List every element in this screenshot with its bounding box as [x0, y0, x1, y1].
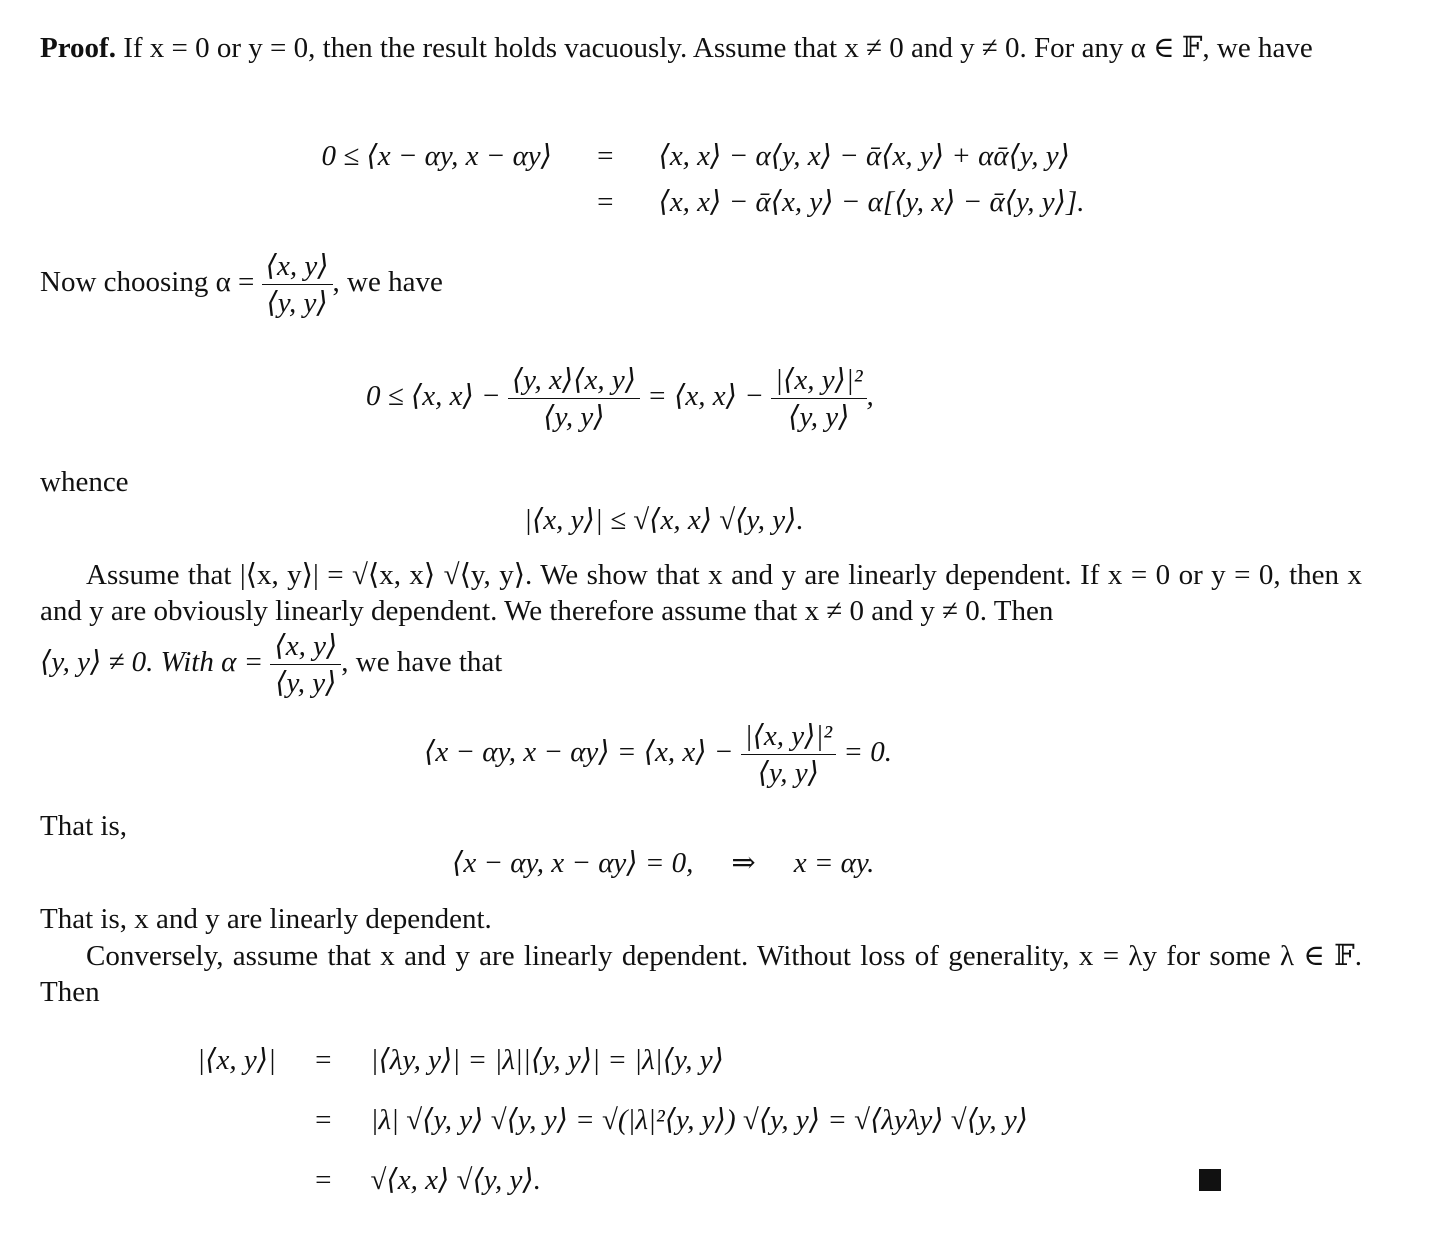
eq6-rhs-2: |λ| √⟨y, y⟩ √⟨y, y⟩ = √(|λ|²⟨y, y⟩) √⟨y, y⟩ = √⟨λyλy⟩ √⟨y, y⟩	[370, 1104, 1028, 1136]
eq4-fraction	[741, 718, 837, 791]
alpha-fraction-2	[270, 628, 341, 701]
eq1-rel-1: =	[597, 140, 614, 172]
eq5-part-a: ⟨x − αy, x − αy⟩ = 0,	[452, 847, 694, 879]
proof-choice-alpha	[40, 248, 443, 321]
implies-arrow: ⇒	[731, 847, 756, 879]
alpha-numerator: ⟨x, y⟩	[265, 250, 329, 282]
eq2-part-c: ,	[866, 380, 874, 413]
eq6-rel-3: =	[315, 1164, 332, 1196]
eq1-rhs-2: ⟨x, x⟩ − ᾱ⟨x, y⟩ − α[⟨y, x⟩ − ᾱ⟨y, y⟩].	[658, 186, 1085, 218]
eq4-part-a: ⟨x − αy, x − αy⟩ = ⟨x, x⟩ −	[424, 736, 741, 769]
eq2-f2-denominator: ⟨y, y⟩	[771, 398, 867, 435]
eq2-part-a: 0 ≤ ⟨x, x⟩ −	[366, 380, 508, 413]
word-whence: whence	[40, 466, 129, 498]
proof-intro-text: If x = 0 or y = 0, then the result holds vacuously. Assume that x ≠ 0 and y ≠ 0. For any α ∈ 𝔽, we have	[115, 32, 1313, 64]
equation-zero	[424, 718, 892, 791]
equation-implication	[452, 845, 874, 881]
with-alpha-pre: ⟨y, y⟩ ≠ 0. With α =	[40, 646, 271, 679]
proof-paragraph-intro	[40, 30, 1362, 66]
equation-inequality	[366, 362, 874, 435]
eq2-part-b: = ⟨x, x⟩ −	[640, 380, 772, 413]
eq2-fraction-1	[508, 362, 640, 435]
equation-converse	[180, 1042, 1028, 1222]
proof-with-alpha	[40, 628, 502, 701]
eq6-rel-1: =	[315, 1044, 332, 1076]
equation-cauchy-schwarz: |⟨x, y⟩| ≤ √⟨x, x⟩ √⟨y, y⟩.	[524, 504, 804, 536]
alpha-denominator: ⟨y, y⟩	[262, 284, 333, 321]
choice-post: , we have	[332, 266, 443, 299]
eq2-fraction-2	[771, 362, 867, 435]
alpha2-denominator: ⟨y, y⟩	[270, 664, 341, 701]
eq6-rhs-1: |⟨λy, y⟩| = |λ||⟨y, y⟩| = |λ|⟨y, y⟩	[370, 1044, 724, 1076]
equation-expansion	[272, 138, 1084, 230]
qed-square	[1199, 1169, 1221, 1191]
eq2-f1-numerator: ⟨y, x⟩⟨x, y⟩	[511, 364, 637, 396]
phrase-that-is: That is,	[40, 810, 127, 842]
proof-paragraph-equality: Assume that |⟨x, y⟩| = √⟨x, x⟩ √⟨y, y⟩. We show that x and y are linearly dependent. If x = 0 or y = 0, then x and y are obviously linearly dependent. We therefore assume that x ≠ 0 and y ≠ 0. Then	[40, 559, 1362, 627]
eq4-denominator: ⟨y, y⟩	[741, 754, 837, 791]
proof-conclusion-dependent: That is, x and y are linearly dependent.	[40, 903, 492, 935]
eq1-rhs-1: ⟨x, x⟩ − α⟨y, x⟩ − ᾱ⟨x, y⟩ + αᾱ⟨y, y⟩	[658, 140, 1070, 172]
alpha-fraction	[262, 248, 333, 321]
eq4-numerator: |⟨x, y⟩|²	[744, 720, 833, 752]
eq6-rhs-3: √⟨x, x⟩ √⟨y, y⟩.	[370, 1164, 541, 1196]
eq1-rel-2: =	[597, 186, 614, 218]
proof-paragraph-converse: Conversely, assume that x and y are linearly dependent. Without loss of generality, x = λy for some λ ∈ 𝔽. Then	[40, 940, 1362, 1008]
choice-pre: Now choosing α =	[40, 266, 262, 299]
alpha2-numerator: ⟨x, y⟩	[274, 630, 338, 662]
with-alpha-post: , we have that	[341, 646, 503, 679]
eq2-f1-denominator: ⟨y, y⟩	[508, 398, 640, 435]
eq6-lhs: |⟨x, y⟩|	[197, 1044, 276, 1076]
eq1-lhs: 0 ≤ ⟨x − αy, x − αy⟩	[321, 140, 552, 172]
proof-heading: Proof.	[40, 32, 116, 64]
eq4-part-b: = 0.	[836, 736, 892, 769]
eq5-part-b: x = αy.	[793, 847, 875, 879]
eq2-f2-numerator: |⟨x, y⟩|²	[775, 364, 863, 396]
eq6-rel-2: =	[315, 1104, 332, 1136]
